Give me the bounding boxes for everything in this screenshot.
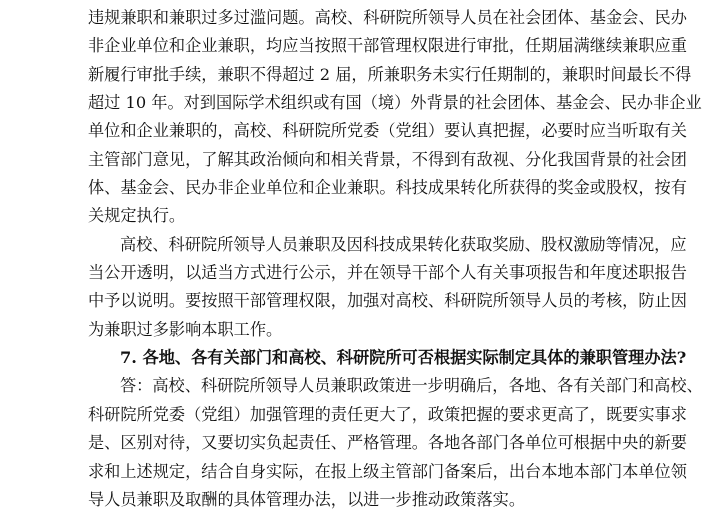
question-7 [88,344,687,372]
text-line: 主管部门意见，了解其政治倾向和相关背景，不得到有敌视、分化我国背景的社会团 [88,149,687,169]
text-line: 关规定执行。 [88,206,186,226]
text-line: 求和上述规定，结合自身实际，在报上级主管部门备案后，出台本地本部门本单位领 [88,461,687,481]
answer-7 [88,372,703,514]
text-line: 科研院所党委（党组）加强管理的责任更大了，政策把握的要求更高了，既要实事求 [88,404,687,424]
text-line: 当公开透明，以适当方式进行公示，并在领导干部个人有关事项报告和年度述职报告 [88,263,687,283]
document-page [88,4,703,514]
text-line: 是、区别对待，又要切实负起责任、严格管理。各地各部门各单位可根据中央的新要 [88,433,687,453]
text-line: 违规兼职和兼职过多过滥问题。高校、科研院所领导人员在社会团体、基金会、民办 [88,8,687,27]
text-line: 高校、科研院所领导人员兼职及因科技成果转化获取奖励、股权激励等情况，应 [120,234,687,254]
text-line: 非企业单位和企业兼职，均应当按照干部管理权限进行审批，任期届满继续兼职应重 [88,36,687,56]
paragraph-2 [88,231,687,344]
paragraph-1 [88,4,702,231]
text-line: 为兼职过多影响本职工作。 [88,319,283,339]
text-line: 新履行审批手续，兼职不得超过 2 届，所兼职务未实行任期制的，兼职时间最长不得 [88,64,692,84]
text-line: 单位和企业兼职的，高校、科研院所党委（党组）要认真把握，必要时应当听取有关 [88,121,687,141]
text-line: 超过 10 年。对到国际学术组织或有国（境）外背景的社会团体、基金会、民办非企业 [88,93,702,113]
text-line: 体、基金会、民办非企业单位和企业兼职。科技成果转化所获得的奖金或股权，按有 [88,178,687,198]
text-line: 中予以说明。要按照干部管理权限，加强对高校、科研院所领导人员的考核，防止因 [88,291,687,311]
text-line: 导人员兼职及取酬的具体管理办法，以进一步推动政策落实。 [88,489,526,509]
question-heading: 7. 各地、各有关部门和高校、科研院所可否根据实际制定具体的兼职管理办法? [120,348,687,368]
text-line: 答：高校、科研院所领导人员兼职政策进一步明确后，各地、各有关部门和高校、 [120,376,703,396]
